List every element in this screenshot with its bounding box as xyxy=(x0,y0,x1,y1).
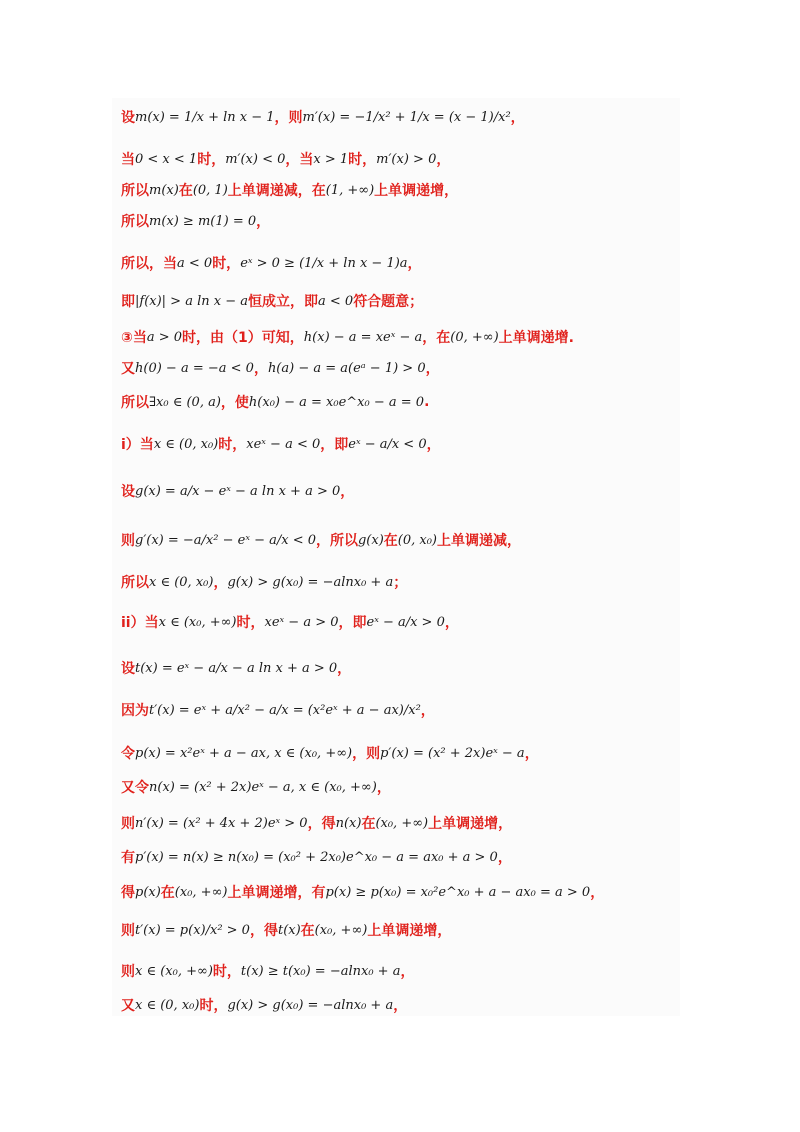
chinese-text: 上单调递增， xyxy=(428,816,513,832)
math-expression: g′(x) = −a/x² − eˣ − a/x < 0 xyxy=(135,532,316,548)
solution-line xyxy=(121,571,676,593)
chinese-text: 上单调递减， xyxy=(437,533,522,549)
chinese-text: 所以 xyxy=(121,575,149,591)
chinese-text: 时， xyxy=(348,152,377,168)
chinese-text: 则 xyxy=(121,816,135,832)
chinese-text: ， xyxy=(510,110,525,126)
math-expression: p(x) ≥ p(x₀) = x₀²e^x₀ + a − ax₀ = a > 0 xyxy=(325,884,591,900)
chinese-text: ， xyxy=(444,615,459,631)
math-expression: x ∈ (x₀, +∞) xyxy=(158,614,237,630)
solution-line xyxy=(121,210,676,232)
math-expression: (x₀, +∞) xyxy=(174,884,228,900)
chinese-text: 所以 xyxy=(121,183,149,199)
chinese-text: 上单调递减，在 xyxy=(227,183,326,199)
chinese-text: ， xyxy=(426,437,441,453)
solution-line xyxy=(121,611,676,633)
chinese-text: 设 xyxy=(121,661,135,677)
chinese-text: ，在 xyxy=(422,330,451,346)
solution-line xyxy=(121,994,676,1016)
solution-line xyxy=(121,776,676,798)
solution-line xyxy=(121,480,676,502)
math-expression: g(x) xyxy=(357,532,384,548)
solution-line xyxy=(121,433,676,455)
solution-line xyxy=(121,106,676,128)
math-expression: n(x) = (x² + 2x)eˣ − a, x ∈ (x₀, +∞) xyxy=(149,779,377,795)
chinese-text: ， xyxy=(407,256,422,272)
math-expression: ∃x₀ ∈ (0, a) xyxy=(149,394,221,410)
math-expression: t(x) = eˣ − a/x − a ln x + a > 0 xyxy=(135,660,338,676)
math-expression: m′(x) < 0 xyxy=(225,151,286,167)
math-expression: (0, +∞) xyxy=(450,329,499,345)
chinese-text: 又 xyxy=(121,998,135,1014)
math-expression: (x₀, +∞) xyxy=(314,922,368,938)
solution-line xyxy=(121,529,676,551)
chinese-text: 所以 xyxy=(121,395,149,411)
math-expression: h(0) − a = −a < 0 xyxy=(135,360,254,376)
math-expression: h(a) − a = a(eᵃ − 1) > 0 xyxy=(267,360,426,376)
chinese-text: ③当 xyxy=(121,330,147,346)
math-expression: x ∈ (x₀, +∞) xyxy=(135,963,213,979)
math-expression: m′(x) > 0 xyxy=(376,151,437,167)
math-expression: t(x) ≥ t(x₀) = −alnx₀ + a xyxy=(240,963,401,979)
chinese-text: ，即 xyxy=(320,437,349,453)
solution-line xyxy=(121,357,676,379)
math-expression: eˣ > 0 ≥ (1/x + ln x − 1)a xyxy=(240,255,408,271)
chinese-text: 又令 xyxy=(121,780,149,796)
math-expression: g(x) = a/x − eˣ − a ln x + a > 0 xyxy=(135,483,341,499)
chinese-text: 所以 xyxy=(121,214,149,230)
chinese-text: ， xyxy=(253,361,268,377)
solution-line xyxy=(121,290,676,312)
chinese-text: ，则 xyxy=(274,110,303,126)
chinese-text: 上单调递增， xyxy=(367,923,452,939)
solution-line xyxy=(121,742,676,764)
chinese-text: ， xyxy=(340,484,355,500)
chinese-text: 时， xyxy=(212,256,241,272)
chinese-text: ， xyxy=(524,746,539,762)
chinese-text: 所以，当 xyxy=(121,256,177,272)
math-expression: m(x) = 1/x + ln x − 1 xyxy=(135,109,275,125)
chinese-text: 令 xyxy=(121,746,135,762)
chinese-text: 时， xyxy=(197,152,226,168)
chinese-text: ，所以 xyxy=(315,533,358,549)
chinese-text: 则 xyxy=(121,964,135,980)
math-expression: m′(x) = −1/x² + 1/x = (x − 1)/x² xyxy=(302,109,511,125)
chinese-text: ，则 xyxy=(352,746,381,762)
document-panel xyxy=(112,98,680,1016)
solution-line xyxy=(121,252,676,274)
chinese-text: 在 xyxy=(300,923,315,939)
chinese-text: 则 xyxy=(121,923,135,939)
math-expression: h(x₀) − a = x₀e^x₀ − a = 0 xyxy=(248,394,425,410)
chinese-text: ， xyxy=(393,998,408,1014)
math-expression: a < 0 xyxy=(177,255,213,271)
math-expression: eˣ − a/x > 0 xyxy=(366,614,445,630)
chinese-text: 当 xyxy=(121,152,135,168)
math-expression: p(x) = x²eˣ + a − ax, x ∈ (x₀, +∞) xyxy=(135,745,353,761)
chinese-text: ，得 xyxy=(249,923,278,939)
chinese-text: ， xyxy=(425,361,440,377)
solution-line xyxy=(121,148,676,170)
math-expression: p′(x) = (x² + 2x)eˣ − a xyxy=(380,745,525,761)
chinese-text: ，使 xyxy=(220,395,249,411)
math-expression: x ∈ (0, x₀) xyxy=(149,574,214,590)
chinese-text: ii）当 xyxy=(121,615,159,631)
chinese-text: 得 xyxy=(121,885,135,901)
chinese-text: 恒成立，即 xyxy=(248,294,318,310)
chinese-text: ， xyxy=(337,661,352,677)
math-expression: 0 < x < 1 xyxy=(135,151,198,167)
chinese-text: 则 xyxy=(121,533,135,549)
chinese-text: 上单调递增. xyxy=(498,330,574,346)
chinese-text: 时，由（1）可知， xyxy=(182,330,304,346)
solution-line xyxy=(121,657,676,679)
math-expression: g(x) > g(x₀) = −alnx₀ + a xyxy=(227,997,394,1013)
chinese-text: 上单调递增， xyxy=(374,183,459,199)
math-expression: xeˣ − a > 0 xyxy=(264,614,339,630)
chinese-text: i）当 xyxy=(121,437,154,453)
chinese-text: ，当 xyxy=(285,152,314,168)
chinese-text: 在 xyxy=(160,885,175,901)
chinese-text: ， xyxy=(376,780,391,796)
math-expression: m(x) xyxy=(149,182,179,198)
math-expression: (0, 1) xyxy=(192,182,228,198)
chinese-text: 时， xyxy=(236,615,265,631)
chinese-text: 因为 xyxy=(121,703,149,719)
chinese-text: 符合题意； xyxy=(353,294,424,310)
math-expression: xeˣ − a < 0 xyxy=(246,436,321,452)
chinese-text: ，即 xyxy=(338,615,367,631)
chinese-text: 在 xyxy=(178,183,193,199)
chinese-text: ， xyxy=(436,152,451,168)
math-expression: |f(x)| > a ln x − a xyxy=(135,293,248,309)
chinese-text: ， xyxy=(400,964,415,980)
chinese-text: ； xyxy=(393,575,408,591)
chinese-text: . xyxy=(424,394,430,410)
math-expression: m(x) ≥ m(1) = 0 xyxy=(149,213,257,229)
chinese-text: 即 xyxy=(121,294,135,310)
math-expression: x > 1 xyxy=(313,151,349,167)
math-expression: p(x) xyxy=(135,884,161,900)
math-expression: n(x) xyxy=(335,815,362,831)
math-expression: x ∈ (0, x₀) xyxy=(135,997,200,1013)
solution-line xyxy=(121,179,676,201)
chinese-text: 又 xyxy=(121,361,135,377)
math-expression: x ∈ (0, x₀) xyxy=(153,436,219,452)
chinese-text: 时， xyxy=(212,964,241,980)
math-expression: (1, +∞) xyxy=(325,182,375,198)
solution-line xyxy=(121,919,676,941)
math-expression: p′(x) = n(x) ≥ n(x₀) = (x₀² + 2x₀)e^x₀ − a = ax₀ + a > 0 xyxy=(135,849,498,865)
math-expression: (x₀, +∞) xyxy=(375,815,429,831)
solution-line xyxy=(121,326,676,348)
solution-line xyxy=(121,391,676,413)
math-expression: a < 0 xyxy=(318,293,354,309)
math-expression: a > 0 xyxy=(146,329,183,345)
chinese-text: ，得 xyxy=(307,816,336,832)
chinese-text: 在 xyxy=(383,533,398,549)
math-expression: (0, x₀) xyxy=(397,532,438,548)
chinese-text: 上单调递增，有 xyxy=(227,885,326,901)
solution-line xyxy=(121,699,676,721)
chinese-text: 有 xyxy=(121,850,135,866)
solution-line xyxy=(121,846,676,868)
chinese-text: 时， xyxy=(218,437,247,453)
math-expression: t′(x) = eˣ + a/x² − a/x = (x²eˣ + a − ax)/x² xyxy=(149,702,421,718)
chinese-text: 设 xyxy=(121,110,135,126)
chinese-text: ， xyxy=(590,885,605,901)
math-expression: n′(x) = (x² + 4x + 2)eˣ > 0 xyxy=(135,815,308,831)
solution-line xyxy=(121,881,676,903)
solution-line xyxy=(121,960,676,982)
chinese-text: 时， xyxy=(199,998,228,1014)
solution-line xyxy=(121,812,676,834)
chinese-text: ， xyxy=(497,850,512,866)
chinese-text: 在 xyxy=(361,816,376,832)
math-expression: h(x) − a = xeˣ − a xyxy=(303,329,423,345)
chinese-text: ， xyxy=(420,703,435,719)
math-expression: eˣ − a/x < 0 xyxy=(348,436,427,452)
chinese-text: ， xyxy=(256,214,271,230)
math-expression: g(x) > g(x₀) = −alnx₀ + a xyxy=(227,574,394,590)
chinese-text: ， xyxy=(213,575,228,591)
math-expression: t(x) xyxy=(277,922,301,938)
chinese-text: 设 xyxy=(121,484,135,500)
math-expression: t′(x) = p(x)/x² > 0 xyxy=(135,922,250,938)
